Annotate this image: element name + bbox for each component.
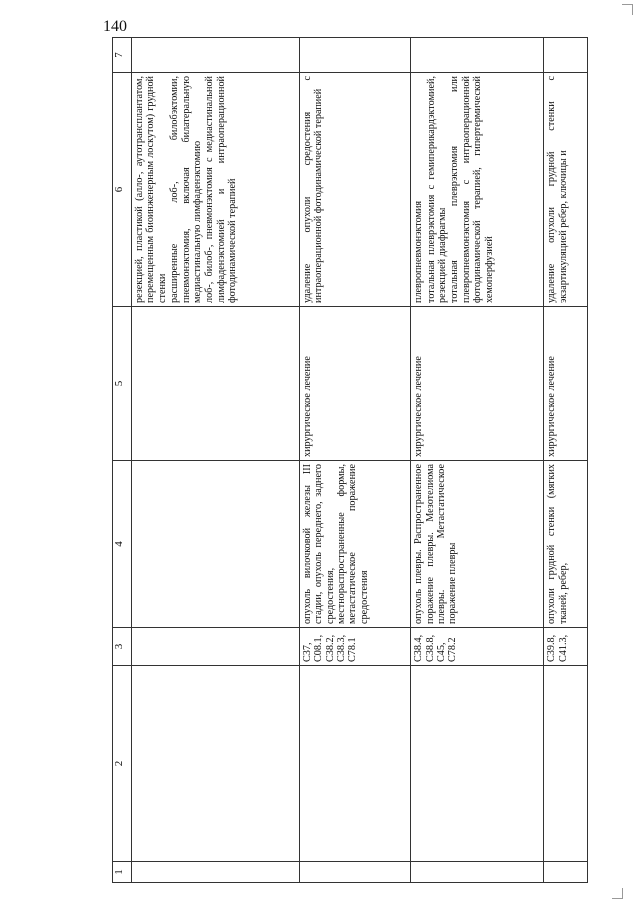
cell-codes <box>132 628 300 666</box>
header-col-2: 2 <box>113 666 132 862</box>
table-row <box>411 38 544 883</box>
cell-codes: C38.4, C38.8, C45, C78.2 <box>411 628 544 666</box>
scan-corner-mark-bottom <box>612 888 623 899</box>
cell-col7 <box>132 38 300 73</box>
cell-treatment-type: хирургическое лечение <box>544 307 588 461</box>
cell-codes: C39.8, C41.3, <box>544 628 588 666</box>
cell-col7 <box>544 38 588 73</box>
cell-blank <box>132 666 300 862</box>
cell-num <box>299 862 410 883</box>
page-number: 140 <box>103 18 127 35</box>
cell-methods <box>132 73 300 307</box>
table-row <box>299 38 410 883</box>
cell-num <box>132 862 300 883</box>
header-col-7: 7 <box>113 38 132 73</box>
method-item: резекцией, пластикой (алло-, аутотрансплантатом, перемещенным биоинженерным лоскутом) грудной стенки <box>134 76 168 303</box>
cell-num <box>411 862 544 883</box>
cell-col7 <box>299 38 410 73</box>
cell-treatment-type: хирургическое лечение <box>299 307 410 461</box>
medical-procedures-table <box>112 37 588 883</box>
header-col-4: 4 <box>113 461 132 628</box>
method-item: тотальная плеврэктомия с гемиперикардэктомией, резекцией диафрагмы <box>425 76 448 303</box>
cell-methods <box>411 73 544 307</box>
method-item: плевропневмонэктомия <box>413 200 425 303</box>
cell-treatment-type <box>132 307 300 461</box>
cell-codes: C37, C08.1, C38.2, C38.3, C78.1 <box>299 628 410 666</box>
method-item: расширенные лоб-, билобэктомии, пневмонэктомия, включая билатеральную медиастинальную лимфаденэктомию <box>169 76 204 303</box>
header-col-6: 6 <box>113 73 132 307</box>
method-item: удаление опухоли грудной стенки с экзартикуляцией ребер, ключицы и <box>546 76 569 303</box>
cell-blank <box>544 666 588 862</box>
cell-diagnosis: опухоль вилочковой железы III стадии, опухоль переднего, заднего средостения, местнораспространенные формы, метастатическое поражение средостения <box>299 461 410 628</box>
cell-blank <box>299 666 410 862</box>
method-item: тотальная плеврэктомия или плевропневмонэктомия с интраоперационной фотодинамической терапией, гипертермической хемоперфузией <box>449 76 495 303</box>
scan-corner-mark <box>622 4 633 15</box>
cell-blank <box>411 666 544 862</box>
cell-diagnosis <box>132 461 300 628</box>
cell-treatment-type: хирургическое лечение <box>411 307 544 461</box>
cell-diagnosis: опухоли грудной стенки (мягких тканей, ребер, <box>544 461 588 628</box>
header-col-5: 5 <box>113 307 132 461</box>
cell-methods <box>544 73 588 307</box>
table-row <box>132 38 300 883</box>
cell-col7 <box>411 38 544 73</box>
method-item: удаление опухоли средостения с интраоперационной фотодинамической терапией <box>301 76 325 303</box>
cell-diagnosis: опухоль плевры. Распространенное поражение плевры. Мезотелиома плевры. Метастатическое поражение плевры <box>411 461 544 628</box>
header-row <box>113 38 132 883</box>
header-col-3: 3 <box>113 628 132 666</box>
table-row <box>544 38 588 883</box>
cell-methods <box>299 73 410 307</box>
header-col-1: 1 <box>113 862 132 883</box>
cell-num <box>544 862 588 883</box>
method-item: лоб-, билоб-, пневмонэктомия с медиастинальной лимфаденэктомией и интраоперационной фотодинамической терапией <box>204 76 239 303</box>
rotated-table-sheet <box>112 38 588 883</box>
